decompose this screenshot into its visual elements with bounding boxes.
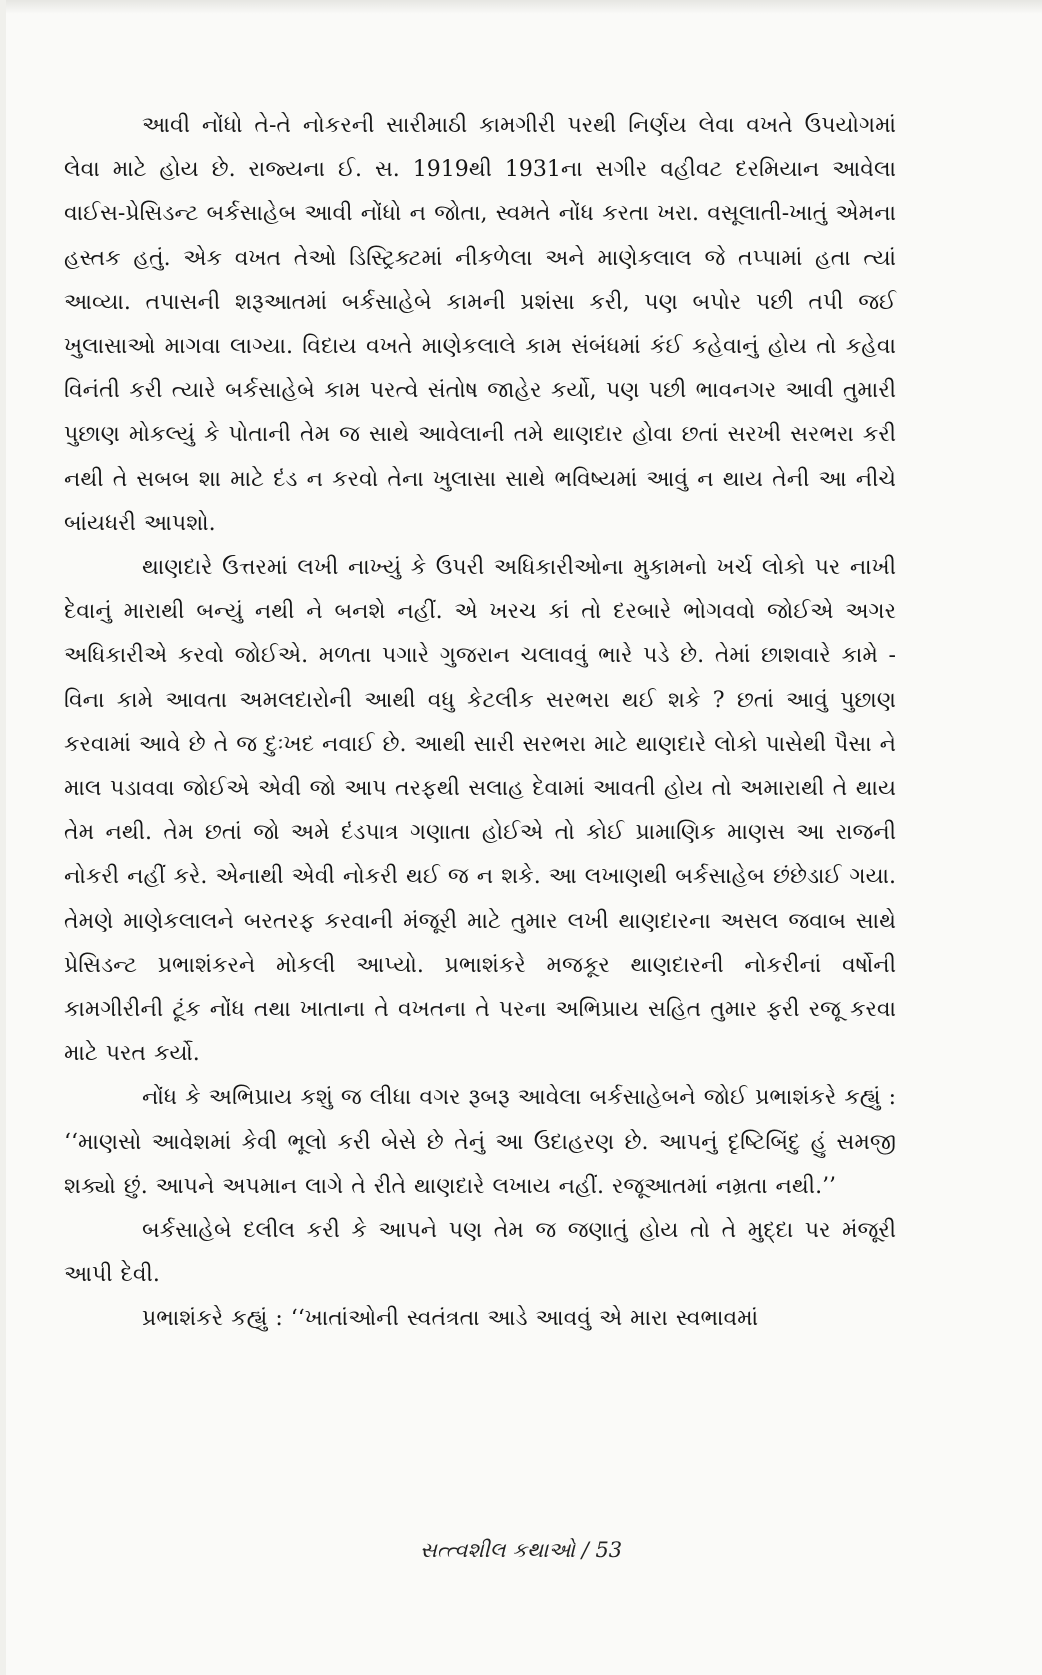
paragraph-1: આવી નોંધો તે-તે નોકરની સારીમાઠી કામગીરી પરથી નિર્ણય લેવા વખતે ઉપયોગમાં લેવા માટે હોય છે. રાજ્યના ઈ. સ. 1919થી 1931ના સગીર વહીવટ દરમિયાન આવેલા વાઈસ-પ્રેસિડન્ટ બર્કસાહેબ આવી નોંધો ન જોતા, સ્વમતે નોંધ કરતા ખરા. વસૂલાતી-ખાતું એમના હસ્તક હતું. એક વખત તેઓ ડિસ્ટ્રિક્ટમાં નીકળેલા અને માણેકલાલ જે તપ્પામાં હતા ત્યાં આવ્યા. તપાસની શરૂઆતમાં બર્કસાહેબે કામની પ્રશંસા કરી, પણ બપોર પછી તપી જઈ ખુલાસાઓ માગવા લાગ્યા. વિદાય વખતે માણેકલાલે કામ સંબંધમાં કંઈ કહેવાનું હોય તો કહેવા વિનંતી કરી ત્યારે બર્કસાહેબે કામ પરત્વે સંતોષ જાહેર કર્યો, પણ પછી ભાવનગર આવી તુમારી પુછાણ મોકલ્યું કે પોતાની તેમ જ સાથે આવેલાની તમે થાણદાર હોવા છતાં સરખી સરભરા કરી નથી તે સબબ શા માટે દંડ ન કરવો તેના ખુલાસા સાથે ભવિષ્યમાં આવું ન થાય તેની આ નીચે બાંયધરી આપશો. [64, 113, 896, 536]
paragraph-3: નોંધ કે અભિપ્રાય કશું જ લીધા વગર રૂબરૂ આવેલા બર્કસાહેબને જોઈ પ્રભાશંકરે કહ્યું : ‘‘માણસો આવેશમાં કેવી ભૂલો કરી બેસે છે તેનું આ ઉદાહરણ છે. આપનું દૃષ્ટિબિંદુ હું સમજી શક્યો છું. આપને અપમાન લાગે તે રીતે થાણદારે લખાય નહીં. રજૂઆતમાં નમ્રતા નથી.’’ [64, 1085, 896, 1199]
body-text [64, 104, 896, 1342]
page-left-edge [0, 0, 6, 1675]
paragraph-4: બર્કસાહેબે દલીલ કરી કે આપને પણ તેમ જ જણાતું હોય તો તે મુદ્દા પર મંજૂરી આપી દેવી. [64, 1218, 896, 1288]
paragraph-5: પ્રભાશંકરે કહ્યું : ‘‘ખાતાંઓની સ્વતંત્રતા આડે આવવું એ મારા સ્વભાવમાં [142, 1306, 759, 1332]
paragraph-2: થાણદારે ઉત્તરમાં લખી નાખ્યું કે ઉપરી અધિકારીઓના મુકામનો ખર્ચ લોકો પર નાખી દેવાનું મારાથી બન્યું નથી ને બનશે નહીં. એ ખરચ કાં તો દરબારે ભોગવવો જોઈએ અગર અધિકારીએ કરવો જોઈએ. મળતા પગારે ગુજરાન ચલાવવું ભારે પડે છે. તેમાં છાશવારે કામે - વિના કામે આવતા અમલદારોની આથી વધુ કેટલીક સરભરા થઈ શકે ? છતાં આવું પુછાણ કરવામાં આવે છે તે જ દુઃખદ નવાઈ છે. આથી સારી સરભરા માટે થાણદારે લોકો પાસેથી પૈસા ને માલ પડાવવા જોઈએ એવી જો આપ તરફથી સલાહ દેવામાં આવતી હોય તો અમારાથી તે થાય તેમ નથી. તેમ છતાં જો અમે દંડપાત્ર ગણાતા હોઈએ તો કોઈ પ્રામાણિક માણસ આ રાજની નોકરી નહીં કરે. એનાથી એવી નોકરી થઈ જ ન શકે. આ લખાણથી બર્કસાહેબ છંછેડાઈ ગયા. તેમણે માણેકલાલને બરતરફ કરવાની મંજૂરી માટે તુમાર લખી થાણદારના અસલ જવાબ સાથે પ્રેસિડન્ટ પ્રભાશંકરને મોકલી આપ્યો. પ્રભાશંકરે મજકૂર થાણદારની નોકરીનાં વર્ષોની કામગીરીની ટૂંક નોંધ તથા ખાતાના તે વખતના તે પરના અભિપ્રાય સહિત તુમાર ફરી રજૂ કરવા માટે પરત કર્યો. [64, 555, 896, 1067]
page-footer: સત્ત્વશીલ કથાઓ / 53 [419, 1538, 623, 1562]
page-top-shadow [0, 0, 1042, 14]
